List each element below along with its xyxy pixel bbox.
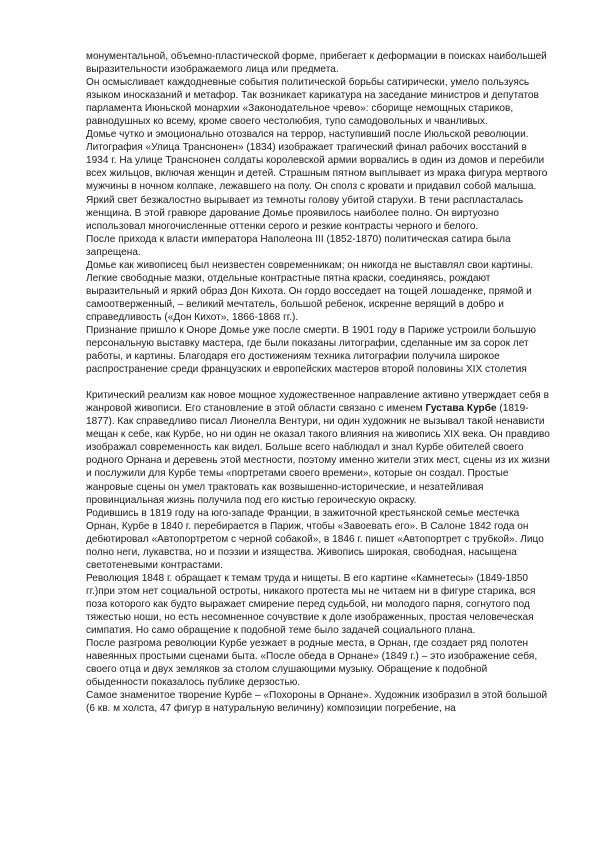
paragraph: монументальной, объемно-пластической форме, прибегает к деформации в поисках наибольшей выразительности изображаемого лица или предмета. (86, 51, 547, 76)
paragraph: Домье как живописец был неизвестен современникам; он никогда не выставлял свои картины. Легкие свободные мазки, отдельные контрастные пятна краски, соединяясь, рождают выразительный и яркий образ Дон Кихота. Он гордо восседает на тощей лошаденке, прямой и самоотверженный, – великий мечтатель, большой ребенок, искренне верящий в добро и справедливость («Дон Кихот», 1866-1868 гг.). (86, 259, 534, 323)
artist-name: Густава Курбе (425, 403, 497, 415)
intro-text-cont: (1819-1877). Как справедливо писал Лионелла Вентури, ни один художник не вызывал такой ненависти мещан к себе, как Курбе, но ни один не оказал такого влияния на живопись XIX века. Он правдиво изображал современность как видел. Больше всего наблюдал и знал Курбе обителей своего родного Орнана и деревень этой местности, поэтому именно жители этих мест, сцены из их жизни и послужили для Курбе темы «портретами своего времени», которые он создал. Простые жанровые сцены он умел трактовать как возвышенно-исторические, и незатейливая провинциальная жизнь получила под его кистью героическую окраску. (86, 403, 550, 506)
paragraph-gap (86, 376, 551, 389)
paragraph-courbet-intro (86, 389, 551, 506)
paragraph: Домье чутко и эмоционально отозвался на террор, наступивший после Июльской революции. Литография «Улица Транснонен» (1834) изображает трагический финал рабочих восстаний в 1934 г. На улице Транснонен солдаты королевской армии ворвались в один из домов и перебили всех жильцов, включая женщин и детей. Страшным пятном выплывает из мрака фигура мертвого мужчины в ночном колпаке, лежавшего на полу. Он сполз с кровати и придавил собой малыша. Яркий свет безжалостно вырывает из темноты голову убитой старухи. В тени распласталась женщина. В этой гравюре дарование Домье проявилось наиболее полно. Он виртуозно использовал многочисленные оттенки серого и резкие контрасты черного и белого. (86, 129, 548, 232)
paragraph: После разгрома революции Курбе уезжает в родные места, в Орнан, где создает ряд полотен навеянных простыми сценами быта. «После обеда в Орнане» (1849 г.) – это изображение себя, своего отца и двух земляков за столом слушающими музыку. Обращение к подобной обыденности показалось публике дерзостью. (86, 638, 538, 689)
paragraph: Он осмысливает каждодневные события политической борьбы сатирически, умело пользуясь языком иносказаний и метафор. Так возникает карикатура на заседание министров и депутатов парламента Июньской монархии «Законодательное чрево»: сборище немощных стариков, равнодушных ко всему, кроме своего честолюбия, тупо самодовольных и чванливых. (86, 77, 539, 128)
paragraph: После прихода к власти императора Наполеона III (1852-1870) политическая сатира была запрещена. (86, 233, 511, 258)
paragraph: Революция 1848 г. обращает к темам труда и нищеты. В его картине «Камнетесы» (1849-1850 гг.)при этом нет социальной остроты, никакого протеста мы не читаем ни в фигуре старика, вся поза которого как будто выражает смирение перед судьбой, ни молодого парня, согнутого под тяжестью ноши, но есть несомненное сочувствие к доле изображенных, простая человеческая симпатия. Но само обращение к подобной теме было задачей социального плана. (86, 572, 536, 637)
paragraph: Признание пришло к Оноре Домье уже после смерти. В 1901 году в Париже устроили большую персональную выставку мастера, где были показаны литографии, сделанные им за сорок лет работы, и картины. Благодаря его достижениям техника литографии получила широкое распространение среди французских и европейских мастеров второй половины XIX столетия (86, 324, 536, 376)
paragraph: Родившись в 1819 году на юго-западе Франции, в зажиточной крестьянской семье местечка Орнан, Курбе в 1840 г. перебирается в Париж, чтобы «Завоевать его». В Салоне 1842 года он дебютировал «Автопортретом с черной собакой», в 1846 г. пишет «Автопортрет с трубкой». Лицо полно неги, лукавства, но и поэзии и изящества. Живопись широкая, свободная, насыщена светотеневыми контрастами. (86, 507, 544, 571)
paragraph: Самое знаменитое творение Курбе – «Похороны в Орнане». Художник изобразил в этой большой (6 кв. м холста, 47 фигур в натуральную величину) композиции погребение, на (86, 690, 548, 715)
intro-text: Критический реализм как новое мощное художественное направление активно утверждает себя в жанровой живописи. Его становление в этой области связано с именем (86, 390, 549, 415)
document-page (86, 50, 551, 715)
section-daumier (86, 50, 551, 376)
section-courbet (86, 389, 551, 715)
